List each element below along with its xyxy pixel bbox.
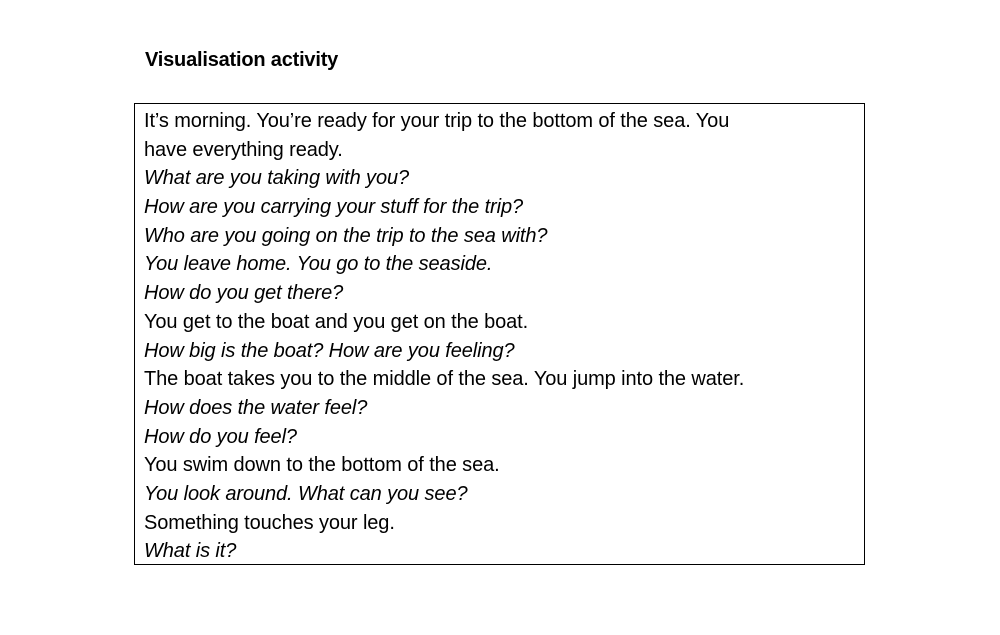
narrative-line: Something touches your leg. <box>144 511 395 534</box>
prompt-question-line: How are you carrying your stuff for the trip? <box>144 196 523 219</box>
prompt-question-line: Who are you going on the trip to the sea with? <box>144 224 548 247</box>
prompt-question-line: What is it? <box>144 540 237 563</box>
narrative-line: You get to the boat and you get on the boat. <box>144 310 529 333</box>
narrative-line: have everything ready. <box>144 138 343 161</box>
prompt-question-line: You look around. What can you see? <box>144 482 468 505</box>
prompt-question-line: What are you taking with you? <box>144 167 410 190</box>
prompt-question-line: How does the water feel? <box>144 396 368 419</box>
prompt-question-line: How do you get there? <box>144 282 344 305</box>
prompt-question-line: You leave home. You go to the seaside. <box>144 253 493 276</box>
narrative-line: The boat takes you to the middle of the sea. You jump into the water. <box>144 368 745 391</box>
narrative-line: You swim down to the bottom of the sea. <box>144 454 500 477</box>
prompt-question-line: How do you feel? <box>144 425 297 448</box>
prompt-question-line: How big is the boat? How are you feeling? <box>144 339 515 362</box>
document-title: Visualisation activity <box>145 49 339 71</box>
activity-text-box <box>134 103 865 565</box>
narrative-line: It’s morning. You’re ready for your trip to the bottom of the sea. You <box>144 110 730 132</box>
